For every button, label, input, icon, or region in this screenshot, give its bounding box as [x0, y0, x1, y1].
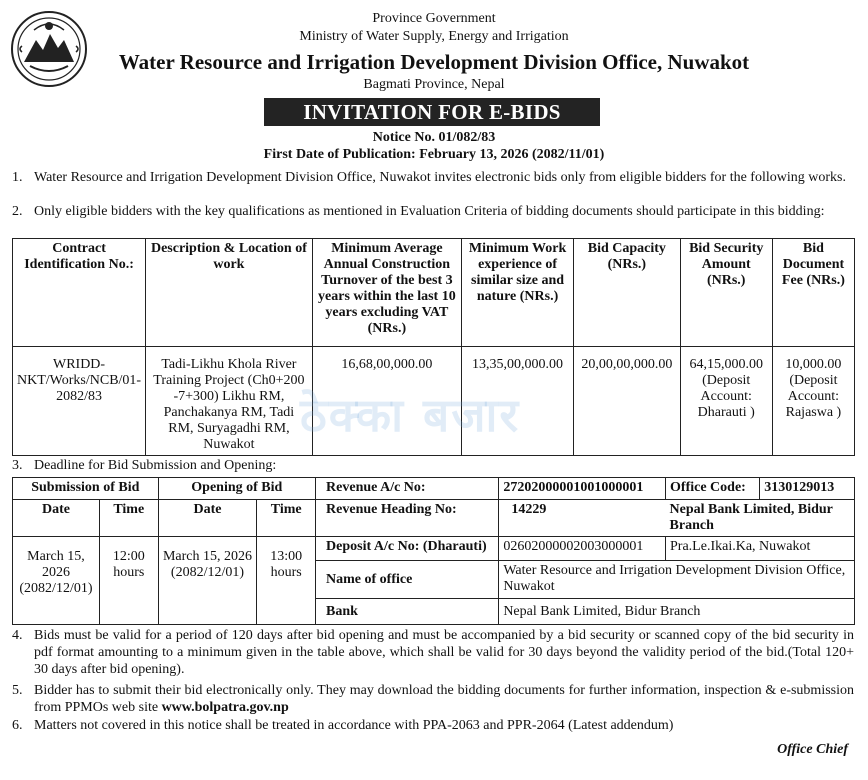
- paragraph-3: [12, 457, 854, 474]
- paragraph-number: 2.: [12, 204, 23, 219]
- paragraph-text: Water Resource and Irrigation Development Division Office, Nuwakot invites electronic bids only from eligible bidders for the following works.: [34, 170, 846, 185]
- cell-work-experience: 13,35,00,000.00: [462, 347, 574, 456]
- paragraph-2: [12, 203, 854, 220]
- paragraph-4: [12, 627, 854, 678]
- header-work-experience: Minimum Work experience of similar size and nature (NRs.): [462, 239, 574, 347]
- province-government-line: Province Government: [372, 11, 496, 26]
- revenue-heading-bank: Nepal Bank Limited, Bidur Branch: [666, 500, 855, 537]
- paragraph-number: 4.: [12, 628, 23, 643]
- deadline-header-row: [13, 478, 855, 500]
- paragraph-6: [12, 717, 854, 734]
- paragraph-text: Matters not covered in this notice shall be treated in accordance with PPA-2063 and PPR-2064 (Latest addendum): [34, 718, 674, 733]
- revenue-ac-value: 27202000001001000001: [499, 478, 666, 500]
- bank-value: Nepal Bank Limited, Bidur Branch: [499, 599, 855, 625]
- opening-date-header: Date: [158, 500, 257, 537]
- paragraph-5: [12, 682, 854, 716]
- paragraph-number: 1.: [12, 170, 23, 185]
- cell-bid-security: 64,15,000.00 (Deposit Account: Dharauti ): [680, 347, 772, 456]
- office-title: Water Resource and Irrigation Development Division Office, Nuwakot: [118, 50, 750, 74]
- deposit-ac-label: Deposit A/c No: (Dharauti): [316, 537, 499, 561]
- header-contract-id: Contract Identification No.:: [13, 239, 146, 347]
- name-of-office-value: Water Resource and Irrigation Development Division Office, Nuwakot: [499, 561, 855, 599]
- opening-time: 13:00 hours: [257, 537, 316, 625]
- header-bid-security: Bid Security Amount (NRs.): [680, 239, 772, 347]
- opening-date: March 15, 2026 (2082/12/01): [158, 537, 257, 625]
- submission-date-header: Date: [13, 500, 100, 537]
- office-code-value: 3130129013: [760, 478, 855, 500]
- paragraph-number: 6.: [12, 718, 23, 733]
- paragraph-text: Deadline for Bid Submission and Opening:: [34, 458, 277, 473]
- province-line: Bagmati Province, Nepal: [363, 77, 505, 92]
- opening-of-bid-header: Opening of Bid: [158, 478, 315, 500]
- paragraph-1: [12, 169, 854, 186]
- watermark-logo: ठेक्का बजार: [300, 388, 521, 442]
- name-of-office-label: Name of office: [316, 561, 499, 599]
- deadline-table: [12, 477, 855, 625]
- paragraph-text: Bids must be valid for a period of 120 days after bid opening and must be accompanied by a bid security or scanned copy of the bid security in pdf format amounting to a minimum given in the table above, which shall be valid for 30 days beyond the validity period of the bid.(Total 120+ 30 days after bid opening).: [34, 628, 854, 677]
- header-bid-capacity: Bid Capacity (NRs.): [574, 239, 681, 347]
- revenue-heading-value: 14229: [499, 500, 666, 537]
- header-turnover: Minimum Average Annual Construction Turnover of the best 3 years within the last 10 years excluding VAT (NRs.): [312, 239, 461, 347]
- header-description: Description & Location of work: [146, 239, 313, 347]
- works-table-header-row: [13, 239, 855, 347]
- revenue-ac-label: Revenue A/c No:: [316, 478, 499, 500]
- submission-time: 12:00 hours: [99, 537, 158, 625]
- cell-turnover: 16,68,00,000.00: [312, 347, 461, 456]
- deadline-subheader-row: [13, 500, 855, 537]
- cell-bid-capacity: 20,00,00,000.00: [574, 347, 681, 456]
- office-code-label: Office Code:: [666, 478, 760, 500]
- opening-time-header: Time: [257, 500, 316, 537]
- cell-contract-id: WRIDD-NKT/Works/NCB/01-2082/83: [13, 347, 146, 456]
- deposit-ac-value: 02602000002003000001: [499, 537, 666, 561]
- paragraph-number: 5.: [12, 683, 23, 698]
- ministry-line: Ministry of Water Supply, Energy and Irrigation: [299, 29, 569, 44]
- paragraph-number: 3.: [12, 458, 23, 473]
- cell-document-fee: 10,000.00 (Deposit Account: Rajaswa ): [772, 347, 854, 456]
- submission-time-header: Time: [99, 500, 158, 537]
- notice-number: Notice No. 01/082/83: [372, 130, 496, 145]
- office-chief-signoff: Office Chief: [777, 742, 848, 757]
- paragraph-text: [34, 682, 854, 716]
- paragraph-text: Only eligible bidders with the key qualifications as mentioned in Evaluation Criteria of bidding documents should participate in this bidding:: [34, 204, 825, 219]
- submission-of-bid-header: Submission of Bid: [13, 478, 159, 500]
- paragraph-5-text: Bidder has to submit their bid electronically only. They may download the bidding documents for further information, inspection & e-submission from PPMOs web site: [34, 683, 854, 715]
- deadline-row-1: [13, 537, 855, 561]
- bank-label: Bank: [316, 599, 499, 625]
- header-document-fee: Bid Document Fee (NRs.): [772, 239, 854, 347]
- cell-description: Tadi-Likhu Khola River Training Project (Ch0+200 -7+300) Likhu RM, Panchakanya RM, Tadi RM, Suryagadhi RM, Nuwakot: [146, 347, 313, 456]
- publication-date: First Date of Publication: February 13, 2026 (2082/11/01): [263, 147, 605, 162]
- bolpatra-link[interactable]: www.bolpatra.gov.np: [161, 700, 289, 715]
- revenue-heading-label: Revenue Heading No:: [316, 500, 499, 537]
- invitation-banner: INVITATION FOR E-BIDS: [264, 98, 600, 126]
- submission-date: March 15, 2026 (2082/12/01): [13, 537, 100, 625]
- deposit-office: Pra.Le.Ikai.Ka, Nuwakot: [666, 537, 855, 561]
